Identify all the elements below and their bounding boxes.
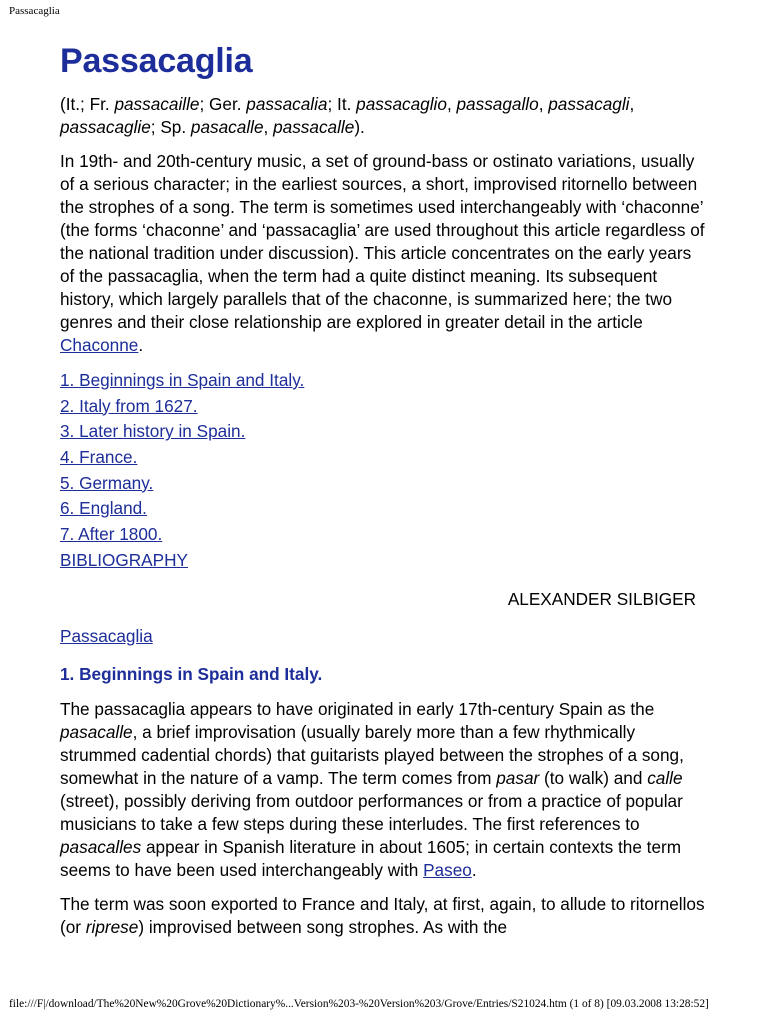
toc-link-after-1800[interactable]: 7. After 1800. [60, 524, 163, 545]
toc-link-france[interactable]: 4. France. [60, 447, 138, 468]
toc-link-bibliography[interactable]: BIBLIOGRAPHY [60, 549, 188, 570]
alias-list: (It.; Fr. passacaille; Ger. passacalia; It. passacaglio, passagallo, passacagli, passacaglie; Sp. pasacalle, passacalle). [60, 94, 635, 137]
paseo-link[interactable]: Paseo [423, 859, 472, 880]
article-title: Passacaglia [60, 42, 253, 80]
chaconne-link[interactable]: Chaconne [60, 335, 139, 355]
section-paragraph-1: The passacaglia appears to have originated in early 17th-century Spain as the pasacalle, a brief improvisation (usually barely more than a few rhythmically strummed cadential chords) that guitarists played between the strophes of a song, somewhat in the nature of a vamp. The term comes from pasar (to walk) and calle (street), possibly deriving from outdoor performances or from a practice of popular musicians to take a few steps during these interludes. The first references to pasacalles appear in Spanish literature in about 1605; in certain contexts the term seems to have been used interchangeably with Paseo. [60, 698, 684, 880]
toc-link-italy[interactable]: 2. Italy from 1627. [60, 395, 198, 416]
breadcrumb-passacaglia-link[interactable]: Passacaglia [60, 625, 153, 646]
author-name: ALEXANDER SILBIGER [507, 588, 696, 609]
browser-page-title: Passacaglia [9, 5, 60, 17]
toc-link-spain[interactable]: 3. Later history in Spain. [60, 421, 246, 442]
table-of-contents [60, 368, 710, 574]
toc-link-beginnings[interactable]: 1. Beginnings in Spain and Italy. [60, 370, 305, 390]
intro-paragraph: In 19th- and 20th-century music, a set of ground-bass or ostinato variations, usually of a serious character; in the earliest sources, a short, improvised ritornello between the strophes of a song. The term is sometimes used interchangeably with ‘chaconne’ (the forms ‘chaconne’ and ‘passacaglia’ are used throughout this article regardless of the national tradition under discussion). This article concentrates on the early years of the passacaglia, when the term had a quite distinct meaning. Its subsequent history, which largely parallels that of the chaconne, is summarized here; the two genres and their close relationship are explored in greater detail in the article Chaconne. [60, 151, 705, 355]
toc-link-germany[interactable]: 5. Germany. [60, 472, 154, 493]
footer-file-path: file:///F|/download/The%20New%20Grove%20Dictionary%...Version%203-%20Version%203/Grove/Entries/S21024.htm (1 of 8) [09.03.2008 13:28:52] [9, 998, 709, 1010]
article-content [60, 38, 710, 939]
section-paragraph-2: The term was soon exported to France and Italy, at first, again, to allude to ritornellos (or riprese) improvised between song strophes. As with the [60, 893, 705, 937]
section-heading: 1. Beginnings in Spain and Italy. [60, 663, 323, 684]
toc-link-england[interactable]: 6. England. [60, 498, 147, 519]
